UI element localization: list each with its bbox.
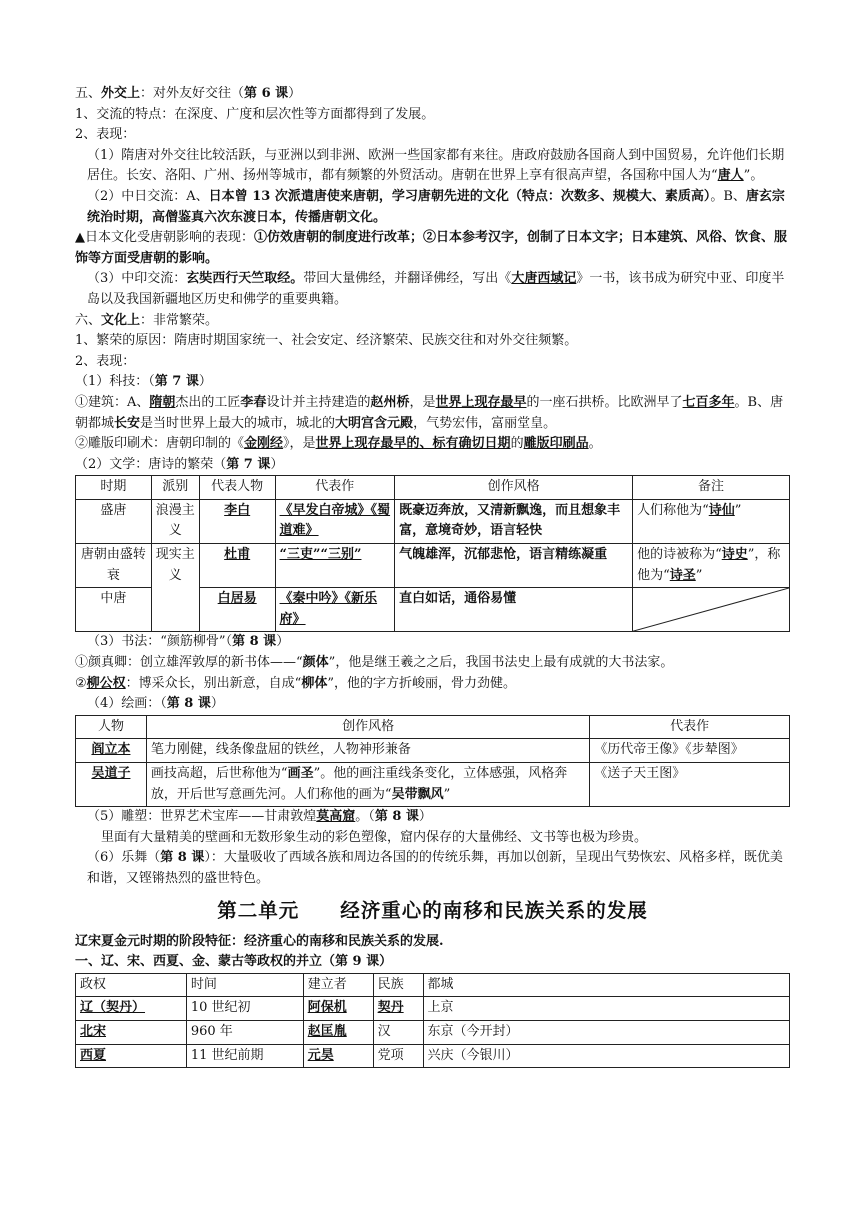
paragraph xyxy=(75,653,790,674)
table-cell: 《早发白帝城》《蜀道难》 xyxy=(275,499,395,543)
text: ：非常繁荣。 xyxy=(140,312,219,328)
table-cell: 汉 xyxy=(373,1020,423,1044)
section-heading-culture xyxy=(75,311,790,332)
paragraph xyxy=(75,372,790,393)
text: ，气势宏伟，富丽堂皇。 xyxy=(413,415,557,431)
table-cell: 气魄雄浑，沉郁悲怆，语言精练凝重 xyxy=(395,544,633,588)
lesson-ref: 第 8 课 xyxy=(160,850,205,866)
table-header: 代表作 xyxy=(275,476,395,500)
text: ”。他的画注重线条变化，立体感强，风格奔放，开后世写意画先河。人们称他的画为“ xyxy=(150,766,568,802)
paragraph xyxy=(75,807,790,828)
table-cell xyxy=(146,763,589,807)
text: （6）乐舞（ xyxy=(87,850,161,866)
text: （2）文学：唐诗的繁荣（ xyxy=(75,456,227,472)
table-row xyxy=(76,544,790,588)
text-bold: 颜体 xyxy=(302,655,329,671)
poetry-table xyxy=(75,475,790,632)
text: 》，是 xyxy=(283,436,316,452)
table-header: 时间 xyxy=(186,973,303,997)
text: （4）绘画：（ xyxy=(87,696,167,712)
keyword: 隋朝 xyxy=(149,394,176,410)
paragraph: 2、表现： xyxy=(75,127,136,143)
text: （1）科技：（ xyxy=(75,374,155,390)
text-bold: ①仿效唐朝的制度进行改革；②日本参考汉字，创制了日本文字；日本建筑、风俗、饮食、服饰等方面受唐朝的影响。 xyxy=(75,230,788,266)
table-row xyxy=(76,499,790,543)
text: 。B、 xyxy=(710,188,746,204)
table-cell: 《秦中吟》《新乐府》 xyxy=(275,588,395,632)
text: ：博采众长，别出新意，自成“ xyxy=(125,675,302,691)
keyword: 柳公权 xyxy=(86,675,126,691)
table-header-row xyxy=(76,715,790,739)
table-row xyxy=(76,1020,790,1044)
table-row xyxy=(76,739,790,763)
text: 的一座石拱桥。比欧洲早了 xyxy=(526,394,683,410)
table-row xyxy=(76,997,790,1021)
text-bold: 文化上 xyxy=(101,312,141,328)
lesson-ref: 第 9 课 xyxy=(335,954,380,970)
table-cell: 既豪迈奔放，又清新飘逸，而且想象丰富，意境奇妙，语言轻快 xyxy=(395,499,633,543)
text: ：对外友好交往（ xyxy=(140,86,245,101)
text: 。（ xyxy=(355,809,375,825)
text: ” xyxy=(443,786,451,802)
table-cell: 《历代帝王像》《步辇图》 xyxy=(590,739,790,763)
text: ”。 xyxy=(743,168,764,184)
paragraph: 1、交流的特点：在深度、广度和层次性等方面都得到了发展。 xyxy=(75,106,435,122)
table-cell: 中唐 xyxy=(76,588,152,632)
keyword: 世界上现存最早 xyxy=(435,394,527,410)
text: 》一书，该书成为研究中亚、印度半岛以及我国新疆地区历史和佛学的重要典籍。 xyxy=(87,271,785,307)
table-header: 备注 xyxy=(633,476,790,500)
text: ） xyxy=(270,456,284,472)
text-bold: 大明宫含元殿 xyxy=(335,415,414,431)
text-bold: 李春 xyxy=(240,394,267,410)
table-cell: 10 世纪初 xyxy=(186,997,303,1021)
table-cell: 盛唐 xyxy=(76,499,152,543)
table-header: 代表作 xyxy=(590,715,790,739)
paragraph xyxy=(75,146,790,187)
table-cell: 契丹 xyxy=(373,997,423,1021)
paragraph xyxy=(75,434,790,455)
table-row xyxy=(76,763,790,807)
text: ▲日本文化受唐朝影响的表现： xyxy=(75,230,254,246)
text: ） xyxy=(379,954,393,970)
text: ②雕版印刷术：唐朝印制的《 xyxy=(75,436,245,452)
keyword: 唐人 xyxy=(717,168,744,184)
text: ）：大量吸收了西域各族和周边各国的的传统乐舞，再加以创新，呈现出气势恢宏、风格多样，既优美和谐，又铿锵热烈的盛世特色。 xyxy=(87,850,783,886)
text: 。 xyxy=(588,436,602,452)
table-cell: 浪漫主义 xyxy=(151,499,199,543)
keyword: 诗史 xyxy=(721,547,748,563)
table-cell: 西夏 xyxy=(76,1044,187,1068)
text: 六、 xyxy=(75,312,102,328)
table-header: 都城 xyxy=(423,973,789,997)
paragraph: 1、繁荣的原因：隋唐时期国家统一、社会安定、经济繁荣、民族交往和对外交往频繁。 xyxy=(75,333,578,349)
text: ”，他的字方折峻丽，骨力劲健。 xyxy=(327,675,516,691)
table-cell: 吴道子 xyxy=(76,763,147,807)
table-cell: 赵匡胤 xyxy=(303,1020,373,1044)
text-bold: 画圣 xyxy=(287,766,314,781)
keyword: 金刚经 xyxy=(244,436,284,452)
section-heading xyxy=(75,952,790,973)
section-heading-diplomacy xyxy=(75,84,790,105)
paragraph xyxy=(75,228,790,269)
lesson-ref: 第 8 课 xyxy=(232,634,277,650)
paragraph: 2、表现： xyxy=(75,353,136,369)
table-header: 创作风格 xyxy=(395,476,633,500)
text: ② xyxy=(75,675,87,691)
table-header: 民族 xyxy=(373,973,423,997)
keyword: 七百多年 xyxy=(682,394,735,410)
text: ） xyxy=(418,809,432,825)
table-cell: 辽（契丹） xyxy=(76,997,187,1021)
table-header: 时期 xyxy=(76,476,152,500)
table-header: 派别 xyxy=(151,476,199,500)
table-cell: 阿保机 xyxy=(303,997,373,1021)
text: 的 xyxy=(510,436,524,452)
table-cell: 11 世纪前期 xyxy=(186,1044,303,1068)
table-cell: 党项 xyxy=(373,1044,423,1068)
table-row xyxy=(76,1044,790,1068)
text: （3）书法：“颜筋柳骨”（ xyxy=(87,634,233,650)
text: ，是 xyxy=(409,394,436,410)
text: 一、辽、宋、西夏、金、蒙古等政权的并立（ xyxy=(75,954,336,970)
text: （5）雕塑：世界艺术宝库——甘肃敦煌 xyxy=(87,809,317,825)
text: 。B、唐朝都城 xyxy=(75,394,784,431)
paragraph xyxy=(75,632,790,653)
table-cell: 兴庆（今银川） xyxy=(423,1044,789,1068)
text: ”，称他为“ xyxy=(637,547,781,583)
table-cell-empty xyxy=(633,588,790,632)
table-cell: 阎立本 xyxy=(76,739,147,763)
paragraph: 里面有大量精美的壁画和无数形象生动的彩色塑像，窟内保存的大量佛经、文书等也极为珍贵。 xyxy=(101,829,648,845)
table-cell: 东京（今开封） xyxy=(423,1020,789,1044)
text: ） xyxy=(198,374,212,390)
text: 他的诗被称为“ xyxy=(637,547,722,563)
keyword: 雕版印刷品 xyxy=(523,436,589,452)
painting-table xyxy=(75,715,790,807)
table-cell: 元昊 xyxy=(303,1044,373,1068)
keyword: 世界上现存最早的、标有确切日期 xyxy=(315,436,511,452)
table-cell: 笔力刚健，线条像盘屈的铁丝，人物神形兼备 xyxy=(146,739,589,763)
table-cell: 北宋 xyxy=(76,1020,187,1044)
table-cell: 唐朝由盛转衰 xyxy=(76,544,152,588)
lesson-ref: 第 7 课 xyxy=(226,456,271,472)
table-cell: 李白 xyxy=(199,499,275,543)
text: 人们称他为“ xyxy=(637,502,709,518)
text: （3）中印交流： xyxy=(87,271,187,287)
keyword: 诗仙 xyxy=(708,502,735,518)
table-header: 代表人物 xyxy=(199,476,275,500)
text: ） xyxy=(210,696,224,712)
paragraph xyxy=(75,674,790,695)
text: 带回大量佛经，并翻译佛经，写出《 xyxy=(303,271,512,287)
text: ” xyxy=(695,567,703,583)
lesson-ref: 第 6 课 xyxy=(244,86,289,101)
text: ”，他是继王羲之之后，我国书法史上最有成就的大书法家。 xyxy=(328,655,674,671)
text: ①建筑：A、 xyxy=(75,394,150,410)
table-cell xyxy=(633,499,790,543)
text-bold: 外交上 xyxy=(101,86,141,101)
table-cell: 杜甫 xyxy=(199,544,275,588)
paragraph xyxy=(75,187,790,228)
unit-feature: 辽宋夏金元时期的阶段特征：经济重心的南移和民族关系的发展. xyxy=(75,933,444,949)
keyword: 诗圣 xyxy=(669,567,696,583)
table-cell: 960 年 xyxy=(186,1020,303,1044)
table-cell: 现实主义 xyxy=(151,544,199,632)
document-page xyxy=(75,84,790,1068)
table-cell: 白居易 xyxy=(199,588,275,632)
lesson-ref: 第 7 课 xyxy=(154,374,199,390)
table-header-row xyxy=(76,973,790,997)
paragraph xyxy=(75,848,790,889)
text: 杰出的工匠 xyxy=(175,394,241,410)
text-bold: 赵州桥 xyxy=(370,394,410,410)
table-cell: 《送子天王图》 xyxy=(590,763,790,807)
table-cell: 上京 xyxy=(423,997,789,1021)
text: （2）中日交流：A、 xyxy=(87,188,209,204)
lesson-ref: 第 8 课 xyxy=(374,809,419,825)
text-bold: 柳体 xyxy=(301,675,328,691)
paragraph xyxy=(75,694,790,715)
text-bold: 玄奘西行天竺取经。 xyxy=(186,271,304,287)
table-cell xyxy=(633,544,790,588)
table-header: 政权 xyxy=(76,973,187,997)
paragraph xyxy=(75,455,790,476)
text: ” xyxy=(734,502,742,518)
text-bold: 日本曾 13 次派遣唐使来唐朝，学习唐朝先进的文化（特点：次数多、规模大、素质高） xyxy=(208,188,711,204)
text: ①颜真卿：创立雄浑敦厚的新书体——“ xyxy=(75,655,303,671)
text-bold: 唐玄宗统治时期，高僧鉴真六次东渡日本，传播唐朝文化。 xyxy=(87,188,785,225)
text: 设计并主持建造的 xyxy=(266,394,371,410)
text: ） xyxy=(288,86,302,101)
table-header-row xyxy=(76,476,790,500)
keyword: 大唐西域记 xyxy=(511,271,577,287)
table-cell: “三吏”“三别” xyxy=(275,544,395,588)
text-bold: 吴带飘风 xyxy=(391,786,444,802)
regime-table xyxy=(75,973,790,1068)
text: （1）隋唐对外交往比较活跃，与亚洲以到非洲、欧洲一些国家都有来往。唐政府鼓励各国商人到中国贸易，允许他们长期居住。长安、洛阳、广州、扬州等城市，都有频繁的外贸活动。唐朝在世界上享有很高声望，各国称中国人为“ xyxy=(87,147,785,184)
unit-title: 第二单元 经济重心的南移和民族关系的发展 xyxy=(217,898,648,922)
paragraph xyxy=(75,393,790,434)
table-header: 人物 xyxy=(76,715,147,739)
diagonal-line xyxy=(633,588,789,631)
lesson-ref: 第 8 课 xyxy=(166,696,211,712)
keyword: 莫高窟 xyxy=(316,809,356,825)
text-bold: 长安 xyxy=(114,415,141,431)
table-header: 建立者 xyxy=(303,973,373,997)
paragraph xyxy=(75,269,790,310)
table-header: 创作风格 xyxy=(146,715,589,739)
text: 画技高超，后世称他为“ xyxy=(150,766,288,781)
table-cell: 直白如话，通俗易懂 xyxy=(395,588,633,632)
text: 是当时世界上最大的城市，城北的 xyxy=(140,415,336,431)
text: 五、 xyxy=(75,86,102,101)
text: ） xyxy=(276,634,290,650)
